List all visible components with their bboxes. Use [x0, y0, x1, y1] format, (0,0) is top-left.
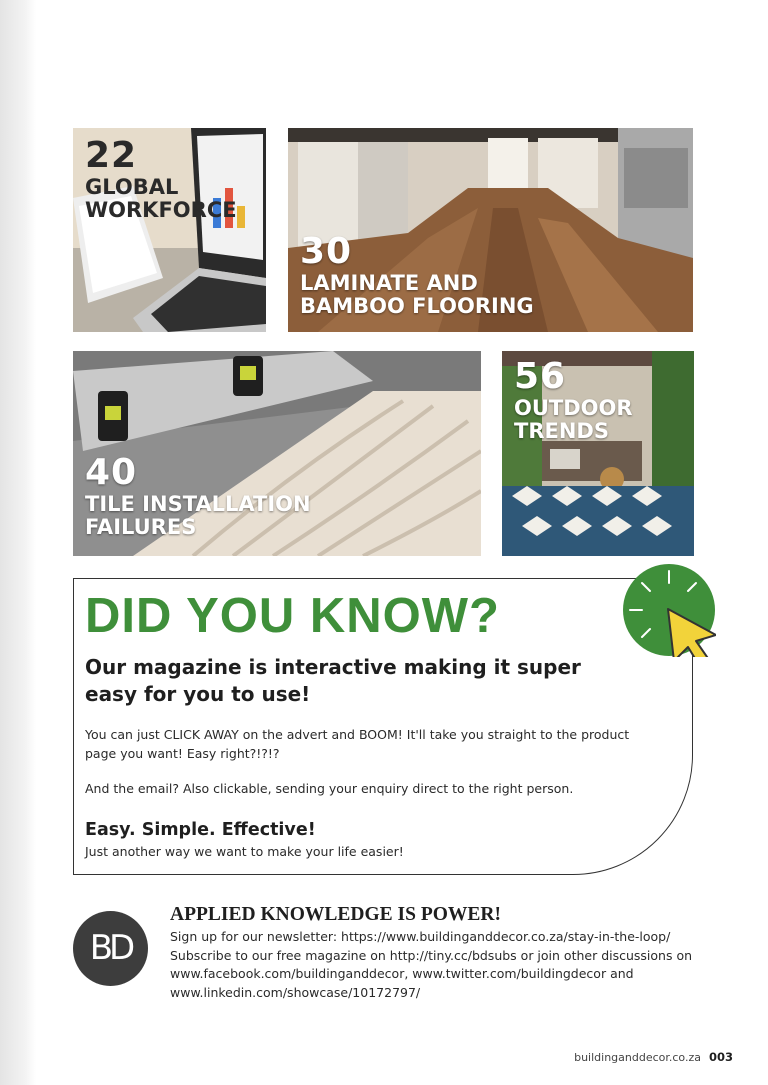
feature-number: 56	[514, 356, 567, 397]
linkedin-link[interactable]: www.linkedin.com/showcase/10172797/	[170, 984, 421, 1000]
feature-tile-tile-installation[interactable]	[73, 351, 481, 556]
feature-tile-global-workforce[interactable]	[73, 128, 266, 332]
subscribe-line[interactable]: Subscribe to our free magazine on http://tiny.cc/bdsubs or join other discussions on	[170, 947, 693, 963]
feature-number: 30	[300, 231, 353, 272]
applied-knowledge-body	[170, 928, 710, 1002]
feature-label-line2: BAMBOO FLOORING	[300, 293, 534, 318]
newsletter-line[interactable]: Sign up for our newsletter: https://www.buildinganddecor.co.za/stay-in-the-loop/	[170, 929, 671, 944]
feature-label-line1: GLOBAL	[85, 174, 179, 199]
did-you-know-closing: Just another way we want to make your life easier!	[85, 844, 404, 859]
feature-caption	[85, 453, 311, 539]
did-you-know-subheading: Our magazine is interactive making it super easy for you to use!	[85, 655, 581, 706]
footer-site[interactable]: buildinganddecor.co.za	[574, 1051, 701, 1064]
page-footer	[574, 1050, 733, 1064]
building-and-decor-logo	[73, 911, 148, 986]
did-you-know-paragraph-1: You can just CLICK AWAY on the advert and BOOM! It'll take you straight to the product page you want! Easy right?!?!?	[85, 727, 630, 761]
feature-caption	[514, 357, 633, 443]
feature-tile-laminate-flooring[interactable]	[288, 128, 693, 332]
feature-number: 22	[85, 135, 138, 176]
social-links-line[interactable]: www.facebook.com/buildinganddecor, www.twitter.com/buildingdecor and	[170, 966, 634, 981]
feature-caption	[85, 136, 237, 222]
feature-label-line2: TRENDS	[514, 418, 609, 443]
did-you-know-paragraph-2: And the email? Also clickable, sending your enquiry direct to the right person.	[85, 781, 574, 796]
feature-label-line1: TILE INSTALLATION	[85, 491, 311, 516]
feature-label-line2: FAILURES	[85, 514, 197, 539]
logo-text: BD	[89, 928, 132, 968]
feature-label-line2: WORKFORCE	[85, 197, 237, 222]
page-number: 003	[708, 1050, 733, 1064]
feature-number: 40	[85, 452, 138, 493]
feature-label-line1: OUTDOOR	[514, 395, 633, 420]
did-you-know-tagline: Easy. Simple. Effective!	[85, 820, 316, 840]
page-spine-shadow	[0, 0, 36, 1085]
did-you-know-heading: DID YOU KNOW?	[85, 589, 500, 643]
feature-caption	[300, 232, 534, 318]
click-cursor-icon	[622, 563, 716, 657]
feature-tile-outdoor-trends[interactable]	[502, 351, 694, 556]
feature-label-line1: LAMINATE AND	[300, 270, 478, 295]
applied-knowledge-title: APPLIED KNOWLEDGE IS POWER!	[170, 904, 501, 925]
